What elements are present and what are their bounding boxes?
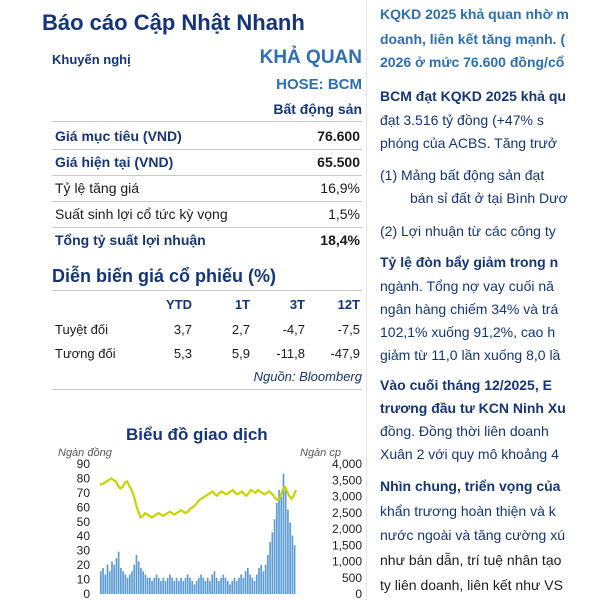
report-title: Báo cáo Cập Nhật Nhanh [42, 10, 305, 35]
volume-bar [220, 578, 222, 594]
performance-title: Diễn biến giá cổ phiếu (%) [52, 266, 277, 286]
perf-abs-ytd: 3,7 [173, 322, 192, 337]
volume-bar [234, 578, 236, 594]
chart-title: Biểu đồ giao dịch [126, 425, 268, 444]
volume-bar [140, 568, 142, 594]
metric-dividend-yield-label: Suất sinh lợi cổ tức kỳ vọng [55, 206, 228, 222]
volume-bar [129, 575, 131, 595]
volume-bar [196, 581, 198, 594]
chart-right-axis-label: Ngàn cp [300, 447, 341, 459]
right-tick-label: 500 [341, 570, 362, 585]
right-text-line: nước ngoài và tăng cường xú [380, 527, 565, 543]
volume-bar [191, 581, 193, 594]
volume-bar [198, 578, 200, 594]
perf-header-12t: 12T [337, 297, 360, 312]
volume-bar [214, 571, 216, 594]
perf-header-3t: 3T [289, 297, 305, 312]
volume-bar [216, 578, 218, 594]
volume-bar [200, 575, 202, 595]
volume-bar [225, 578, 227, 594]
left-tick-label: 0 [83, 587, 90, 600]
right-text-line: 2026 ở mức 76.600 đồng/cổ [380, 54, 565, 70]
left-tick-label: 50 [76, 514, 90, 529]
recommendation-label: Khuyến nghị [52, 52, 131, 67]
volume-bar [145, 575, 147, 595]
ticker: HOSE: BCM [276, 76, 362, 93]
metric-target-price-label: Giá mục tiêu (VND) [55, 128, 182, 144]
volume-bar [236, 581, 238, 594]
right-text-line: (2) Lợi nhuận từ các công ty [380, 223, 556, 239]
left-tick-label: 40 [76, 529, 90, 544]
right-text-line: trương đầu tư KCN Ninh Xu [380, 400, 566, 416]
right-text-line: giảm từ 11,0 lần xuống 8,0 lầ [380, 347, 561, 363]
right-tick-label: 0 [355, 587, 362, 600]
volume-bar [104, 575, 106, 595]
volume-bar [178, 581, 180, 594]
volume-bar [156, 575, 158, 595]
metric-upside-value: 16,9% [320, 180, 360, 196]
chart-left-axis-label: Ngàn đồng [58, 447, 112, 459]
volume-bar [272, 532, 274, 594]
volume-bar [113, 565, 115, 594]
volume-bar [289, 523, 291, 595]
volume-bar [111, 562, 113, 595]
volume-bar [238, 578, 240, 594]
volume-bar [122, 571, 124, 594]
metric-current-price-label: Giá hiện tại (VND) [55, 154, 174, 170]
recommendation-value: KHẢ QUAN [259, 47, 362, 68]
volume-bar [243, 578, 245, 594]
right-text-line: 102,1% xuống 91,2%, cao h [380, 324, 556, 340]
perf-row-relative-label: Tương đối [55, 346, 116, 361]
left-tick-label: 30 [76, 543, 90, 558]
volume-bar [205, 581, 207, 594]
perf-header-1t: 1T [234, 297, 250, 312]
volume-bar [174, 581, 176, 594]
perf-header-ytd: YTD [166, 297, 192, 312]
volume-bar [138, 562, 140, 595]
volume-bar [292, 536, 294, 595]
volume-bar [269, 542, 271, 594]
left-tick-label: 20 [76, 558, 90, 573]
volume-bar [260, 565, 262, 594]
volume-bar [167, 578, 169, 594]
volume-bar [240, 575, 242, 595]
volume-bar [182, 581, 184, 594]
volume-bar [142, 571, 144, 594]
volume-bar [116, 558, 118, 594]
volume-bar [102, 568, 104, 594]
volume-bar [151, 581, 153, 594]
volume-bar [209, 581, 211, 594]
price-line [100, 478, 296, 517]
right-text-line: ngành. Tổng nợ vay cuối nă [380, 278, 554, 294]
volume-bar [127, 578, 129, 594]
volume-bar [107, 565, 109, 594]
volume-bar [131, 571, 133, 594]
right-tick-label: 3,000 [331, 489, 362, 504]
metric-target-price-value: 76.600 [317, 128, 360, 144]
right-text-line: như bán dẫn, trí tuệ nhân tạo [380, 552, 562, 568]
volume-bar [267, 555, 269, 594]
volume-bar [218, 581, 220, 594]
metric-total-return-label: Tổng tỷ suất lợi nhuận [55, 232, 206, 248]
volume-bar [109, 571, 111, 594]
metric-total-return-value: 18,4% [320, 232, 360, 248]
right-tick-label: 1,500 [331, 538, 362, 553]
right-text-line: Vào cuối tháng 12/2025, E [380, 377, 552, 393]
left-tick-label: 70 [76, 485, 90, 500]
volume-bar [153, 578, 155, 594]
volume-bar [120, 568, 122, 594]
volume-bar [245, 571, 247, 594]
perf-rel-1t: 5,9 [231, 346, 250, 361]
volume-bar [169, 575, 171, 595]
volume-bar [249, 575, 251, 595]
right-tick-label: 2,500 [331, 505, 362, 520]
performance-source: Nguồn: Bloomberg [253, 369, 362, 384]
sector: Bất động sản [273, 101, 362, 117]
volume-bar [254, 581, 256, 594]
volume-bar [256, 575, 258, 595]
right-text-line: Nhìn chung, triển vọng của [380, 478, 561, 494]
volume-bar [187, 575, 189, 595]
volume-bar [194, 584, 196, 594]
volume-bar [118, 552, 120, 594]
right-text-line: khẩn trương hoàn thiện và k [380, 503, 556, 519]
volume-bar [160, 581, 162, 594]
left-tick-label: 60 [76, 500, 90, 515]
volume-bar [251, 578, 253, 594]
right-text-line: Xuân 2 với quy mô khoảng 4 [380, 446, 559, 462]
right-text-line: KQKD 2025 khả quan nhờ m [380, 6, 569, 22]
volume-bar [180, 578, 182, 594]
volume-bar [207, 578, 209, 594]
perf-abs-3t: -4,7 [282, 322, 305, 337]
volume-bar [125, 575, 127, 595]
right-text-line: BCM đạt KQKD 2025 khả qu [380, 88, 566, 104]
right-tick-label: 3,500 [331, 473, 362, 488]
volume-bar [158, 578, 160, 594]
perf-abs-12t: -7,5 [337, 322, 360, 337]
perf-abs-1t: 2,7 [231, 322, 250, 337]
right-tick-label: 2,000 [331, 522, 362, 536]
volume-bar [185, 578, 187, 594]
volume-bar [133, 565, 135, 594]
trading-chart [44, 456, 366, 600]
volume-bar [265, 565, 267, 594]
left-tick-label: 90 [76, 457, 90, 471]
perf-rel-ytd: 5,3 [173, 346, 192, 361]
volume-bar [162, 578, 164, 594]
volume-bar [294, 545, 296, 594]
volume-bar [274, 519, 276, 594]
volume-bar [227, 581, 229, 594]
volume-bar [258, 568, 260, 594]
volume-bar [136, 555, 138, 594]
right-tick-label: 1,000 [331, 554, 362, 569]
volume-bar [176, 578, 178, 594]
volume-bar [100, 571, 102, 594]
volume-bar [231, 581, 233, 594]
left-tick-label: 80 [76, 471, 90, 486]
right-tick-label: 4,000 [331, 457, 362, 471]
volume-bar [149, 578, 151, 594]
left-tick-label: 10 [76, 572, 90, 587]
volume-bar [287, 510, 289, 595]
perf-rel-3t: -11,8 [276, 346, 305, 361]
metric-upside-label: Tỷ lệ tăng giá [55, 180, 140, 196]
right-text-line: doanh, liên kết tăng mạnh. ( [380, 31, 566, 47]
volume-bar [280, 497, 282, 595]
right-text-line: Tỷ lệ đòn bẩy giảm trong n [380, 254, 559, 270]
metric-current-price-value: 65.500 [317, 154, 360, 170]
right-text-line: ngân hàng chiếm 34% và trá [380, 301, 559, 317]
right-text-line: ty liên doanh, liên kết như VS [380, 577, 563, 593]
volume-bar [229, 584, 231, 594]
right-text-line: bán sỉ đất ở tại Bình Dươ [410, 190, 568, 206]
metric-dividend-yield-value: 1,5% [328, 206, 360, 222]
volume-bar [276, 503, 278, 594]
right-text-line: (1) Mảng bất động sản đạt [380, 167, 545, 183]
volume-bar [247, 568, 249, 594]
volume-bar [263, 571, 265, 594]
volume-bar [223, 575, 225, 595]
right-text-line: phóng của ACBS. Tăng trưở [380, 135, 558, 151]
volume-bar [211, 575, 213, 595]
volume-bar [171, 578, 173, 594]
volume-bar [202, 578, 204, 594]
perf-row-absolute-label: Tuyệt đối [55, 322, 108, 337]
volume-bar [189, 578, 191, 594]
volume-bar [165, 581, 167, 594]
right-text-line: đạt 3.516 tỷ đồng (+47% s [380, 112, 544, 128]
right-text-line: đồng. Đồng thời liên doanh [380, 423, 549, 439]
perf-rel-12t: -47,9 [330, 346, 360, 361]
volume-bar [285, 487, 287, 594]
volume-bar [278, 490, 280, 594]
volume-bar [147, 578, 149, 594]
